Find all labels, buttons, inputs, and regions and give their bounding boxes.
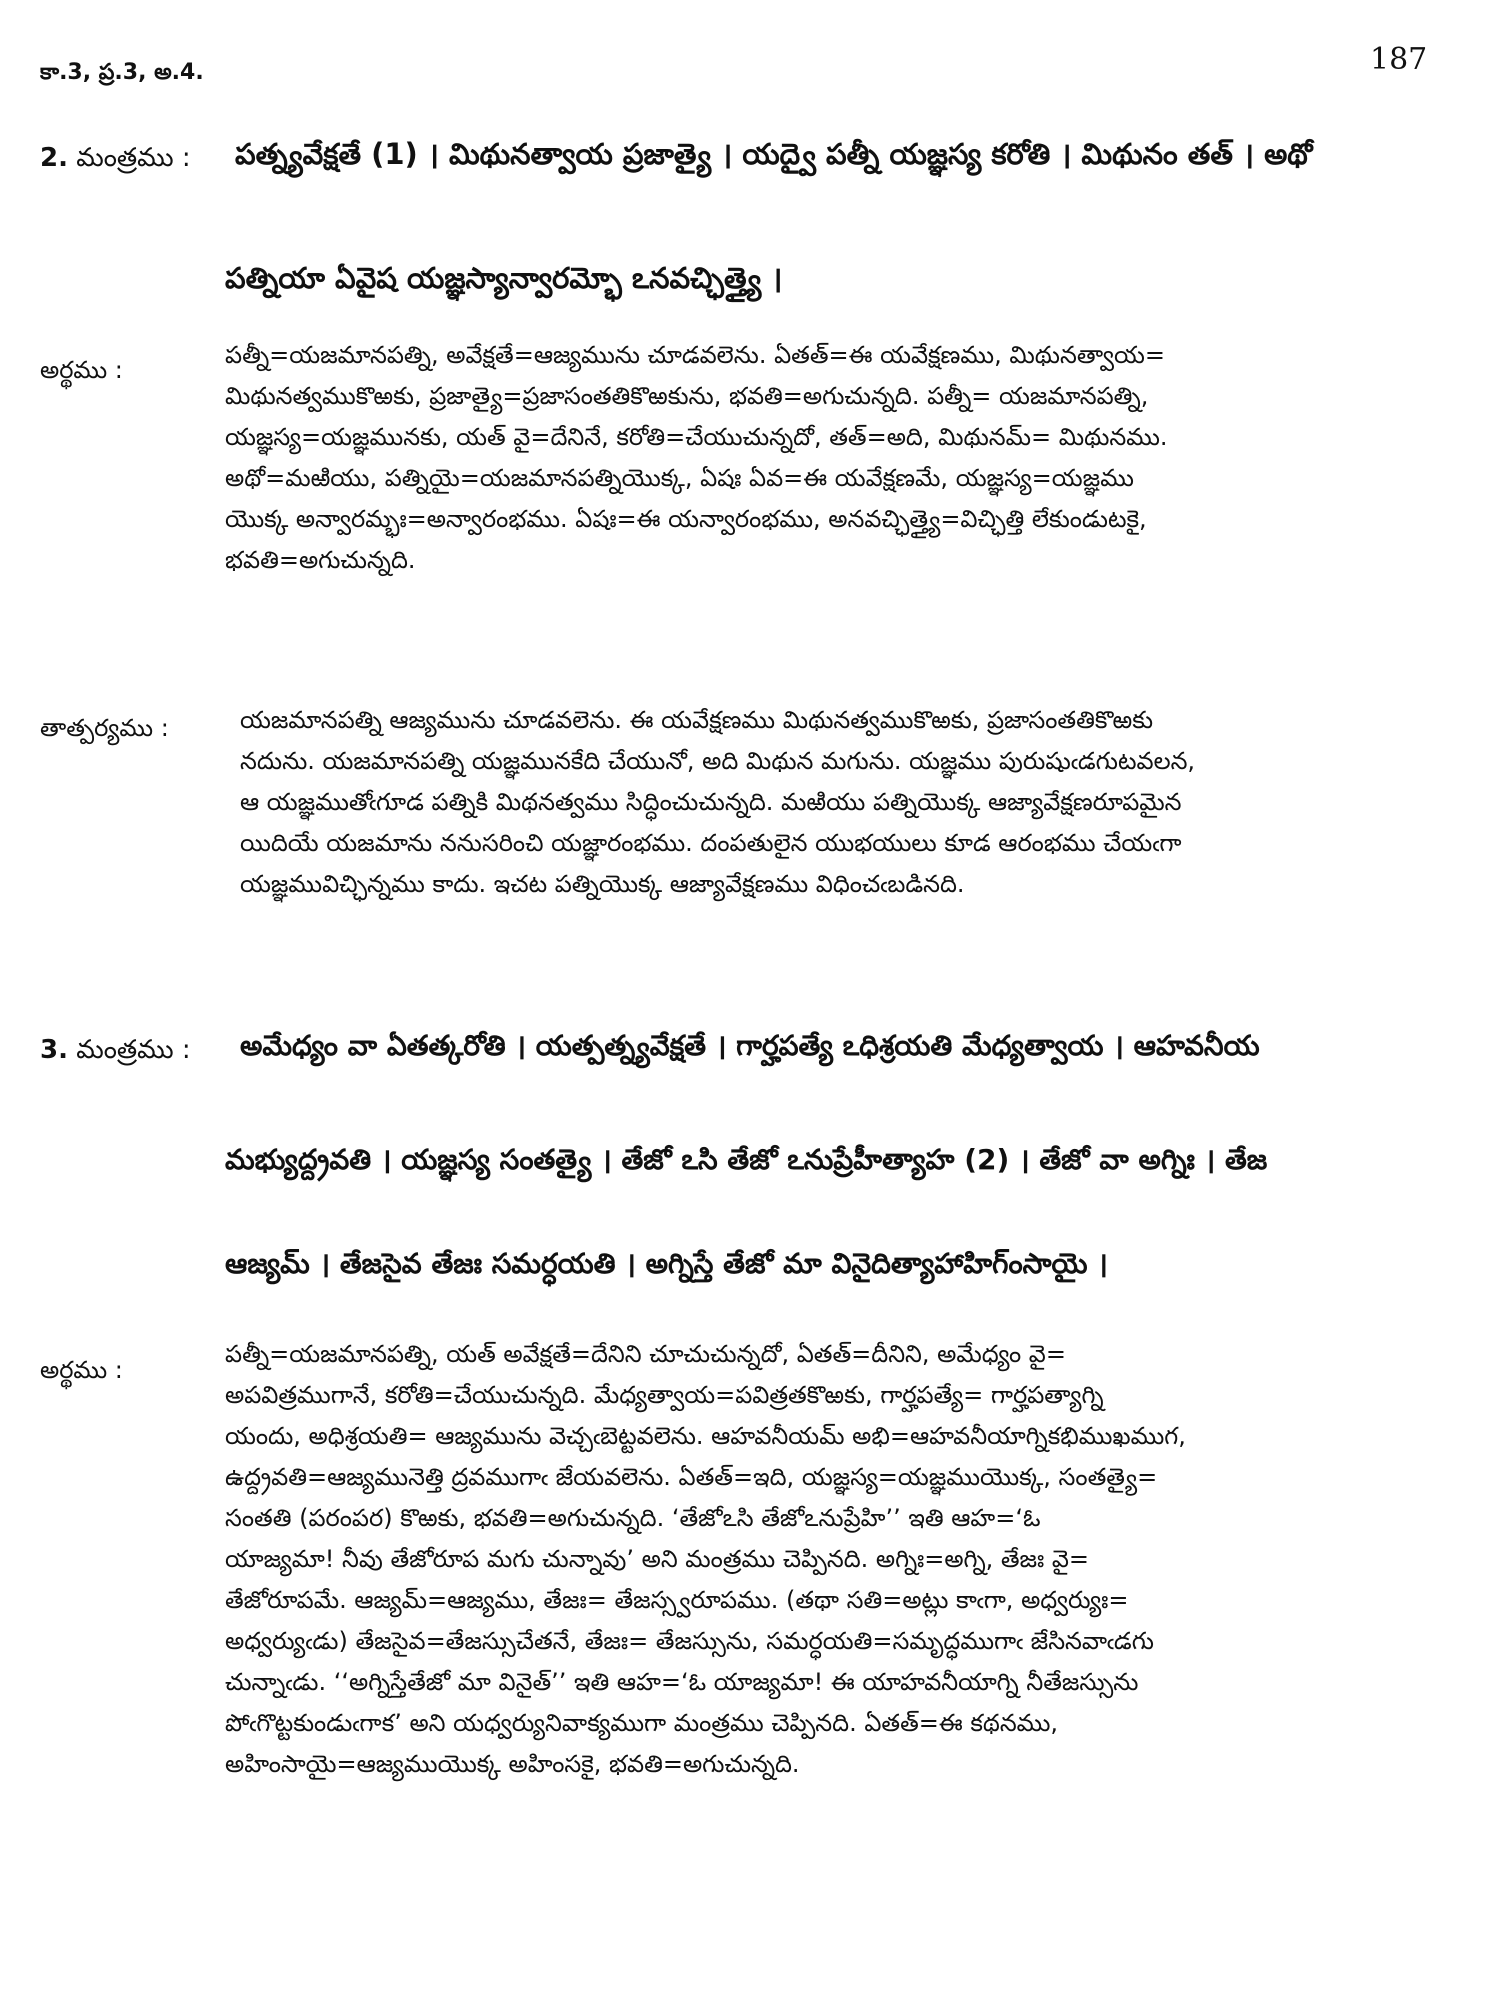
tatparya-2-label: తాత్పర్యము : <box>40 714 169 742</box>
artha-3-line: పత్నీ=యజమానపత్ని, యత్ అవేక్షతే=దేనిని చూచుచున్నదో, ఏతత్=దీనిని, అమేధ్యం వై= <box>225 1340 1066 1368</box>
artha-3-line: తేజోరూపమే. ఆజ్యమ్=ఆజ్యము, తేజః= తేజస్స్వరూపము. (తథా సతి=అట్లు కాఁగా, అధ్వర్యుః= <box>225 1586 1129 1614</box>
mantra-3-line-3: ఆజ్యమ్ । తేజసైవ తేజః సమర్ధయతి । అగ్నిస్తే తేజో మా వినైదిత్యాహాహిగ్ంసాయై । <box>225 1247 1108 1280</box>
mantra-2-line-2: పత్నియా ఏవైష యజ్ఞస్యాన్వారమ్భో ఽనవచ్ఛిత్త్యై । <box>225 261 783 295</box>
artha-2-line: యొక్క అన్వారమ్భః=అన్వారంభము. ఏషః=ఈ యన్వారంభము, అనవచ్ఛిత్త్యై=విచ్ఛిత్తి లేకుండుటకై, <box>225 505 1147 533</box>
mantra-2-number: 2. <box>40 143 68 173</box>
artha-3-paragraph <box>225 1334 1460 1785</box>
artha-2-paragraph <box>225 335 1460 581</box>
tatparya-2-line: యజమానపత్ని ఆజ్యమును చూడవలెను. ఈ యవేక్షణము మిథునత్వముకొఱకు, ప్రజాసంతతికొఱకు <box>240 706 1154 734</box>
mantra-3-number: 3. <box>40 1035 68 1065</box>
artha-3-line: పోఁగొట్టకుండుఁగాక’ అని యధ్వర్యునివాక్యముగా మంత్రము చెప్పినది. ఏతత్=ఈ కథనము, <box>225 1709 1059 1737</box>
mantra-2-label <box>40 138 191 178</box>
artha-3-line: యాజ్యమా! నీవు తేజోరూప మగు చున్నావు’ అని మంత్రము చెప్పినది. అగ్నిః=అగ్ని, తేజః వై= <box>225 1545 1089 1573</box>
mantra-3-line-2: మభ్యుద్ద్రవతి । యజ్ఞస్య సంతత్యై । తేజో ఽసి తేజో ఽనుప్రేహీత్యాహ (2) । తేజో వా అగ్నిః । తేజ <box>225 1143 1268 1176</box>
artha-3-line: ఉద్ద్రవతి=ఆజ్యమునెత్తి ద్రవముగాఁ జేయవలెను. ఏతత్=ఇది, యజ్ఞస్య=యజ్ఞముయొక్క, సంతత్యై= <box>225 1463 1158 1491</box>
artha-3-line: చున్నాఁడు. ‘‘అగ్నిస్తేతేజో మా వినైత్’’ ఇతి ఆహ=‘ఓ యాజ్యమా! ఈ యాహవనీయాగ్ని నీతేజస్సును <box>225 1668 1139 1696</box>
artha-3-line: అహింసాయై=ఆజ్యముయొక్క అహింసకై, భవతి=అగుచున్నది. <box>225 1750 800 1778</box>
artha-2-line: భవతి=అగుచున్నది. <box>225 546 416 574</box>
artha-2-line: యజ్ఞస్య=యజ్ఞమునకు, యత్ వై=దేనినే, కరోతి=చేయుచున్నదో, తత్=అది, మిథునమ్= మిథునము. <box>225 423 1168 451</box>
mantra-2-label-text: మంత్రము : <box>76 143 191 173</box>
artha-3-line: అపవిత్రముగానే, కరోతి=చేయుచున్నది. మేధ్యత్వాయ=పవిత్రతకొఱకు, గార్హపత్యే= గార్హపత్యాగ్ని <box>225 1381 1104 1409</box>
tatparya-2-line: నదును. యజమానపత్ని యజ్ఞమునకేది చేయునో, అది మిథున మగును. యజ్ఞము పురుషుఁడగుటవలన, <box>240 747 1196 775</box>
mantra-2-line-1: పత్న్యవేక్షతే (1) । మిథునత్వాయ ప్రజాత్యై । యద్వై పత్నీ యజ్ఞస్య కరోతి । మిథునం తత్ । అథో <box>235 137 1313 171</box>
running-header: కా.3, ప్ర.3, అ.4. <box>40 60 204 85</box>
artha-2-label: అర్థము : <box>40 356 123 384</box>
tatparya-2-paragraph <box>240 700 1460 905</box>
mantra-3-label <box>40 1030 191 1070</box>
artha-3-label: అర్థము : <box>40 1356 123 1384</box>
tatparya-2-line: ఆ యజ్ఞముతోఁగూడ పత్నికి మిథనత్వము సిద్ధించుచున్నది. మఱియు పత్నియొక్క ఆజ్యావేక్షణరూపమైన <box>240 788 1182 816</box>
mantra-3-label-text: మంత్రము : <box>76 1035 191 1065</box>
tatparya-2-line: యజ్ఞమువిచ్ఛిన్నము కాదు. ఇచట పత్నియొక్క ఆజ్యావేక్షణము విధించఁబడినది. <box>240 870 965 898</box>
mantra-3-line-1: అమేధ్యం వా ఏతత్కరోతి । యత్పత్న్యవేక్షతే । గార్హపత్యే ఽధిశ్రయతి మేధ్యత్వాయ । ఆహవనీయ <box>240 1029 1260 1062</box>
tatparya-2-line: యిదియే యజమాను ననుసరించి యజ్ఞారంభము. దంపతులైన యుభయులు కూడ ఆరంభము చేయఁగా <box>240 829 1182 857</box>
artha-3-line: సంతతి (పరంపర) కొఱకు, భవతి=అగుచున్నది. ‘తేజోఽసి తేజోఽనుప్రేహి’’ ఇతి ఆహ=‘ఓ <box>225 1504 1041 1532</box>
artha-2-line: అథో=మఱియు, పత్నియై=యజమానపత్నియొక్క, ఏషః ఏవ=ఈ యవేక్షణమే, యజ్ఞస్య=యజ్ఞము <box>225 464 1134 492</box>
page-number: 187 <box>1370 42 1428 77</box>
artha-2-line: మిథునత్వముకొఱకు, ప్రజాత్యై=ప్రజాసంతతికొఱకును, భవతి=అగుచున్నది. పత్నీ= యజమానపత్ని, <box>225 382 1149 410</box>
artha-2-line: పత్నీ=యజమానపత్ని, అవేక్షతే=ఆజ్యమును చూడవలెను. ఏతత్=ఈ యవేక్షణము, మిథునత్వాయ= <box>225 341 1166 369</box>
artha-3-line: అధ్వర్యుఁడు) తేజసైవ=తేజస్సుచేతనే, తేజః= తేజస్సును, సమర్ధయతి=సమృద్ధముగాఁ జేసినవాఁడగు <box>225 1627 1154 1655</box>
artha-3-line: యందు, అధిశ్రయతి= ఆజ్యమును వెచ్చఁబెట్టవలెను. ఆహవనీయమ్ అభి=ఆహవనీయాగ్నికభిముఖముగ, <box>225 1422 1186 1450</box>
